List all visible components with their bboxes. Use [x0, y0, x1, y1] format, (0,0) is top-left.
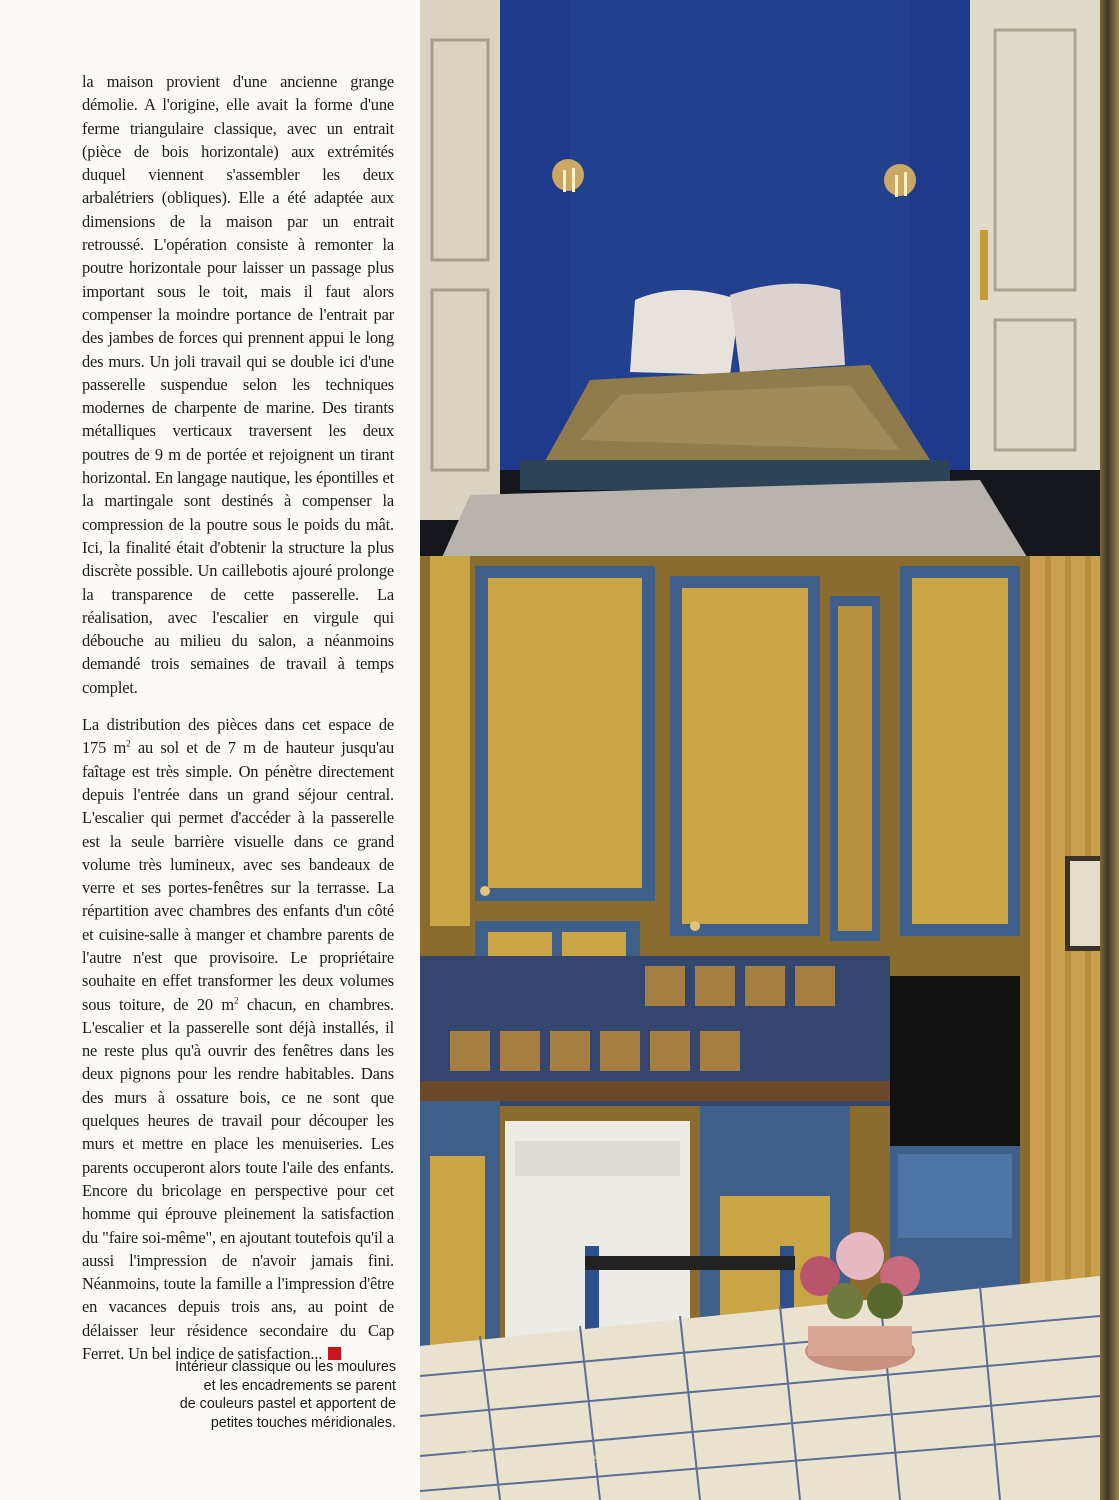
page-spine-shadow [1100, 0, 1119, 1500]
caption-line: Intérieur classique ou les moulures [175, 1359, 396, 1375]
article-body [82, 70, 394, 1379]
caption-line: petites touches méridionales. [210, 1414, 396, 1431]
superscript-square: 2 [126, 738, 131, 749]
photo-caption [150, 1358, 396, 1432]
caption-line: de couleurs pastel et apportent de [179, 1396, 396, 1413]
article-paragraph-2 [82, 713, 394, 1365]
kitchen-photo [420, 556, 1100, 1500]
paragraph-2-part-1: La distribution des pièces dans cet espace de 175 m [82, 715, 394, 758]
caption-line: et les encadrements se parent [203, 1377, 396, 1394]
article-paragraph-1: la maison provient d'une ancienne grange démolie. A l'origine, elle avait la forme d'une ferme triangulaire classique, avec un entrait (pièce de bois horizontale) aux extrémités duquel viennent s'assembler les deux arbalétriers (obliques). Elle a été adaptée aux dimensions de la maison par un entrait retroussé. L'opération consiste à remonter la poutre horizontale pour laisser un passage plus important sous le toit, mais il faut alors compenser la moindre portance de l'entrait par des jambes de forces qui prennent appui le long des murs. Un joli travail qui se double ici d'une passerelle suspendue selon les techniques modernes de charpente de marine. Des tirants métalliques verticaux traversent les deux poutres de 9 m de portée et rejoignent un tirant horizontal. En langage nautique, les épontilles et la martingale sont destinés à compenser la compression de la poutre sous le poids du mât. Ici, la finalité était d'obtenir la structure la plus discrète possible. Un caillebotis ajouré prolonge la transparence de cette passerelle. La réalisation, avec l'escalier en virgule qui débouche au milieu du salon, a néanmoins demandé trois semaines de travail à temps complet. [82, 72, 394, 697]
paragraph-2-part-3: chacun, en chambres. L'escalier et la passerelle sont déjà installés, il ne reste plus qu'à ouvrir des fenêtres dans les deux pignons pour les rendre habitables. Dans des murs à ossature bois, ce ne sont que quelques heures de travail pour découper les murs et mettre en place les menuiseries. Les parents occuperont alors toute l'aile des enfants. Encore du bricolage en perspective pour cet homme qui éprouve pleinement la satisfaction du "faire soi-même", en ajoutant toutefois qu'il a aussi l'impression de n'avoir jamais fini. Néanmoins, toute la famille a l'impression d'être en vacances depuis trois ans, au point de délaisser leur résidence secondaire du Cap Ferret. Un bel indice de satisfaction... [82, 994, 394, 1364]
bedroom-photo [420, 0, 1100, 562]
page-folio: maisons & Bois page 36 [464, 1446, 681, 1470]
superscript-square: 2 [234, 995, 239, 1006]
paragraph-2-part-2: au sol et de 7 m de hauteur jusqu'au faîtage est très simple. On pénètre directement depuis l'entrée dans un grand séjour central. L'escalier qui permet d'accéder à la passerelle est la seule barrière visuelle dans ce grand volume très lumineux, avec ses bandeaux de verre et ses portes-fenêtres sur la terrasse. La répartition avec chambres des enfants d'un côté et cuisine-salle à manger et chambre parents de l'autre n'est que provisoire. Le propriétaire souhaite en effet transformer les deux volumes sous toiture, de 20 m [82, 738, 394, 1014]
